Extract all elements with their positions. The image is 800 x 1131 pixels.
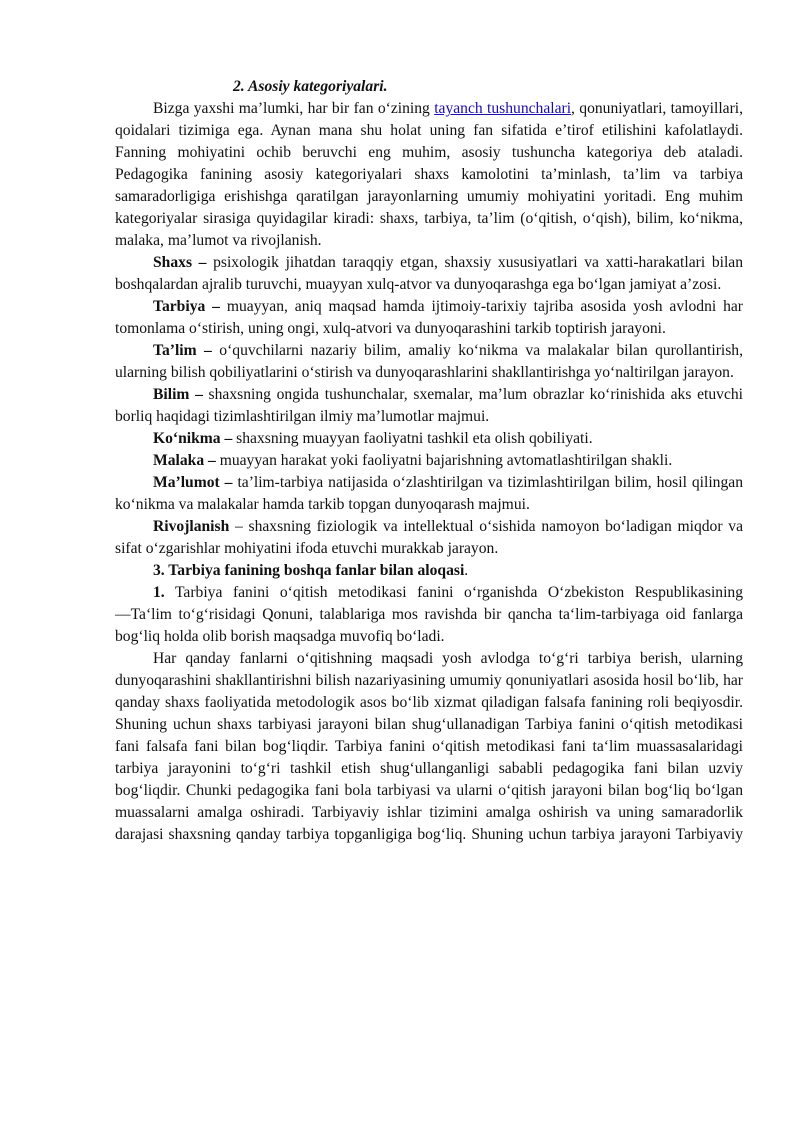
definition-bilim [115,384,743,428]
definition-text: psixologik jihatdan taraqqiy etgan, shaxsiy xususiyatlari va xatti-harakatlari bilan boshqalardan ajralib turuvchi, muayyan xulq-atvor va dunyoqarashga ega bo‘lgan jamiyat a’zosi. [115,254,743,293]
intro-text-rest: , qonuniyatlari, tamoyillari, qoidalari tizimiga ega. Aynan mana shu holat uning fan sifatida e’tirof etilishini kafolatlaydi. Fanning mohiyatini ochib beruvchi eng muhim, asosiy tushuncha kategoriya deb ataladi. Pedagogika fanining asosiy kategoriyalari shaxs kamolotini ta’minlash, ta’lim va tarbiya samaradorligiga erishishga qaratilgan jarayonlarning umumiy mohiyatini yoritadi. Eng muhim kategoriyalar sirasiga quyidagilar kiradi: shaxs, tarbiya, ta’lim (o‘qitish, o‘qish), bilim, ko‘nikma, malaka, ma’lumot va rivojlanish. [115,100,743,249]
definition-term: Tarbiya – [153,298,220,315]
definition-text: o‘quvchilarni nazariy bilim, amaliy ko‘nikma va malakalar bilan qurollantirish, ularning bilish qobiliyatlarini o‘stirish va dunyoqarashlarini shakllantirishga yo‘naltirilgan jarayon. [115,342,743,381]
section-3-title-period: . [464,562,469,579]
intro-paragraph [115,98,743,252]
definition-term: Ta’lim – [153,342,212,359]
tayanch-tushunchalari-link[interactable]: tayanch tushunchalari [434,100,572,117]
section-3-paragraph: Har qanday fanlarni o‘qitishning maqsadi yosh avlodga to‘g‘ri tarbiya berish, ularning dunyoqarashini shakllantirishni bilish nazariyasining umumiy qonuniyatlari asosida hosil bo‘lib, har qanday shaxs faoliyatida metodologik asos bo‘lib xizmat qiladigan falsafa fanining roli beqiyosdir. Shuning uchun shaxs tarbiyasi jarayoni bilan shug‘ullanadigan Tarbiya fanini o‘qitish metodikasi fani falsafa fani bilan bog‘liqdir. Tarbiya fanini o‘qitish metodikasi fani ta‘lim muassasalaridagi tarbiya jarayonini to‘g‘ri tashkil etish shug‘ullanganligi sababli pedagogika fani bilan uzviy bog‘liqdir. Chunki pedagogika fani bola tarbiyasi va ularni o‘qitish jarayoni bilan bog‘liq bo‘lgan muassalarni amalga oshiradi. Tarbiyaviy ishlar tizimini amalga oshirish va uning samaradorlik darajasi shaxsning qanday tarbiya topganligiga bog‘liq. Shuning uchun tarbiya jarayoni Tarbiyaviy [115,650,743,843]
definition-rivojlanish [115,516,743,560]
definition-term: Rivojlanish [153,518,230,535]
definition-text: ta’lim-tarbiya natijasida o‘zlashtirilgan va tizimlashtirilgan bilim, hosil qilingan ko‘nikma va malakalar hamda tarkib topgan dunyoqarash majmui. [115,474,743,513]
section-3-heading [115,560,743,582]
definition-term: Shaxs – [153,254,207,271]
definition-term: Ma’lumot – [153,474,233,491]
definition-malumot [115,472,743,516]
definition-talim [115,340,743,384]
intro-text-start: Bizga yaxshi ma’lumki, har bir fan o‘zining [153,100,435,117]
definition-text: shaxsning muayyan faoliyatni tashkil eta olish qobiliyati. [232,430,593,447]
definition-text: muayyan, aniq maqsad hamda ijtimoiy-tarixiy tajriba asosida yosh avlodni har tomonlama o‘stirish, uning ongi, xulq-atvori va dunyoqarashini tarkib toptirish jarayoni. [115,298,743,337]
item-text: Tarbiya fanini o‘qitish metodikasi fanini o‘rganishda O‘zbekiston Respublikasining ―Ta‘lim to‘g‘risidagi Qonuni, talablariga mos ravishda bir qancha ta‘lim-tarbiyaga oid fanlarga bog‘liq holda olib borish maqsadga muvofiq bo‘ladi. [115,584,743,645]
definition-term: Bilim – [153,386,203,403]
definition-text: muayyan harakat yoki faoliyatni bajarishning avtomatlashtirilgan shakli. [215,452,673,469]
definition-term: Ko‘nikma – [153,430,233,447]
item-number: 1. [153,584,165,601]
definition-tarbiya [115,296,743,340]
section-3-title: 3. Tarbiya fanining boshqa fanlar bilan aloqasi [153,562,465,579]
definition-term: Malaka – [153,452,216,469]
definition-text: – shaxsning fiziologik va intellektual o‘sishida namoyon bo‘ladigan miqdor va sifat o‘zgarishlar mohiyatini ifoda etuvchi murakkab jarayon. [115,518,743,557]
definition-shaxs [115,252,743,296]
section-3-item-1 [115,582,743,648]
definition-text: shaxsning ongida tushunchalar, sxemalar, ma’lum obrazlar ko‘rinishida aks etuvchi borliq haqidagi tizimlashtirilgan ilmiy ma’lumotlar majmui. [115,386,743,425]
definition-konikma [115,428,743,450]
section-heading: 2. Asosiy kategoriyalari. [233,78,388,95]
definition-malaka [115,450,743,472]
